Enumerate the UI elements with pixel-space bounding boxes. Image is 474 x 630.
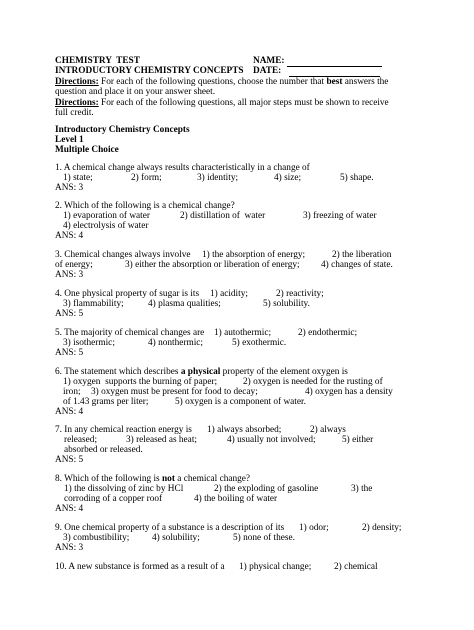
q8-option-3: 3) the [351,484,373,494]
q3-option-1: 1) the absorption of energy; [202,250,306,260]
q9-option-3: 3) combustibility; [63,533,130,543]
q6-answer: ANS: 4 [55,407,84,417]
q2-option-1: 1) evaporation of water [63,211,150,221]
directions-1: Directions: For each of the following questions, choose the number that best answers the [55,77,389,87]
q10-option-2: 2) chemical [334,562,378,572]
q4-stem: 4. One physical property of sugar is its [55,289,200,299]
q7-option-1: 1) always absorbed; [207,425,282,435]
q5-stem: 5. The majority of chemical changes are [55,328,205,338]
q6-stem: 6. The statement which describes a physical property of the element oxygen is [55,367,348,377]
q4-answer: ANS: 5 [55,309,84,319]
q6-option-4-cont: of 1.43 grams per liter; [63,397,149,407]
q7-option-3: 3) released as heat; [126,435,197,445]
q1-option-3: 3) identity; [197,173,239,183]
q7-stem: 7. In any chemical reaction energy is [55,425,192,435]
q4-option-4: 4) plasma qualities; [148,299,221,309]
q2-option-3: 3) freezing of water [303,211,377,221]
q5-option-3: 3) isothermic; [63,338,115,348]
q9-option-5: 5) none of these. [233,533,295,543]
section-level: Level 1 [55,135,84,145]
q7-option-4: 4) usually not involved; [227,435,316,445]
q3-option-2: 2) the liberation [332,250,392,260]
q6-option-4: 4) oxygen has a density [305,387,393,397]
directions-2: Directions: For each of the following questions, all major steps must be shown to receive [55,98,389,108]
q3-answer: ANS: 3 [55,270,84,280]
q1-option-5: 5) shape. [340,173,374,183]
q9-option-4: 4) solubility; [152,533,200,543]
q5-option-5: 5) exothermic. [232,338,287,348]
q10-stem: 10. A new substance is formed as a result of a [55,562,225,572]
q8-option-2: 2) the exploding of gasoline [214,484,319,494]
q2-option-2: 2) distillation of water [180,211,266,221]
q3-option-2-cont: of energy; [55,260,93,270]
q4-option-2: 2) reactivity; [276,289,324,299]
q6-option-3: 3) oxygen must be present for food to decay; [91,387,258,397]
q10-option-1: 1) physical change; [239,562,312,572]
q8-option-4: 4) the boiling of water [194,494,278,504]
section-type: Multiple Choice [55,145,119,155]
q9-option-2: 2) density; [362,523,402,533]
q8-option-1: 1) the dissolving of zinc by HCl [64,484,184,494]
q8-answer: ANS: 4 [55,504,84,514]
q7-option-5-cont: absorbed or released. [64,445,143,455]
subtitle: INTRODUCTORY CHEMISTRY CONCEPTS [55,66,244,76]
q1-option-2: 2) form; [131,173,162,183]
q6-option-2: 2) oxygen is needed for the rusting of [243,377,383,387]
q1-option-4: 4) size; [274,173,302,183]
test-title: CHEMISTRY TEST [55,56,140,66]
q4-option-5: 5) solubility. [263,299,310,309]
q3-option-4: 4) changes of state. [321,260,393,270]
q9-stem: 9. One chemical property of a substance is a description of its [55,523,285,533]
q1-answer: ANS: 3 [55,183,84,193]
q3-option-3: 3) either the absorption or liberation of energy; [125,260,300,270]
q5-option-1: 1) autothermic; [214,328,272,338]
q1-option-1: 1) state; [63,173,93,183]
directions-2-line2: full credit. [55,108,94,118]
name-label: NAME: [253,56,285,66]
q3-stem: 3. Chemical changes always involve [55,250,191,260]
q1-stem: 1. A chemical change always results characteristically in a change of [55,163,310,173]
q4-option-3: 3) flammability; [63,299,124,309]
q9-answer: ANS: 3 [55,543,84,553]
q5-option-4: 4) nonthermic; [148,338,203,348]
date-label: DATE: [253,66,282,76]
section-title: Introductory Chemistry Concepts [55,125,190,135]
q8-option-3-cont: corroding of a copper roof [64,494,163,504]
q7-answer: ANS: 5 [55,455,84,465]
name-blank [287,66,382,67]
q6-option-1: 1) oxygen supports the burning of paper; [63,377,218,387]
q2-answer: ANS: 4 [55,231,84,241]
q5-answer: ANS: 5 [55,348,84,358]
q2-option-4: 4) electrolysis of water [63,221,149,231]
q5-option-2: 2) endothermic; [298,328,358,338]
q8-stem: 8. Which of the following is not a chemical change? [55,474,251,484]
q7-option-5: 5) either [342,435,374,445]
q6-option-2-cont: iron; [63,387,81,397]
q9-option-1: 1) odor; [299,523,329,533]
q6-option-5: 5) oxygen is a component of water. [175,397,306,407]
directions-1-line2: question and place it on your answer sheet. [55,87,216,97]
q4-option-1: 1) acidity; [210,289,248,299]
q2-stem: 2. Which of the following is a chemical change? [55,201,235,211]
q7-option-2: 2) always [310,425,346,435]
q7-option-2-cont: released; [64,435,98,445]
